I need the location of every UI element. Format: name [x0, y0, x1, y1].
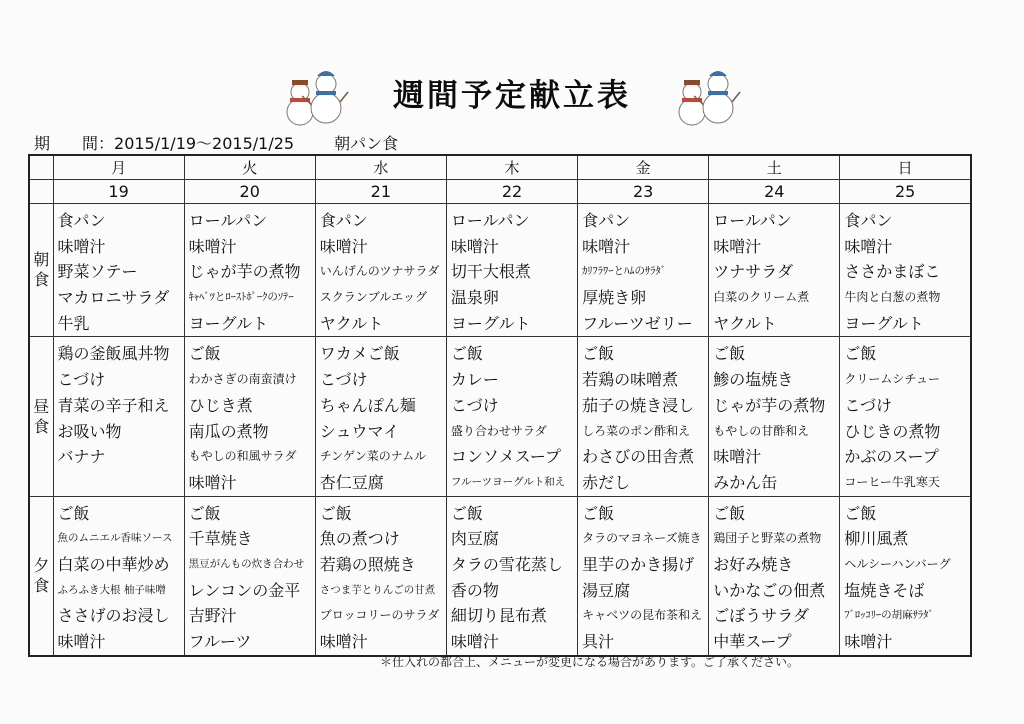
menu-item: ツナサラダ — [713, 262, 794, 282]
menu-item: 中華スープ — [713, 632, 792, 651]
menu-item: バナナ — [57, 447, 106, 467]
period-line — [34, 131, 398, 154]
menu-item: お好み焼き — [713, 554, 794, 574]
menu-cell — [578, 337, 709, 496]
meal-label-char: 食 — [33, 416, 50, 436]
menu-item: 白菜のクリーム煮 — [713, 290, 810, 305]
date-header-row — [29, 180, 971, 204]
menu-item: ちゃんぽん麺 — [319, 395, 416, 415]
meal-label — [29, 496, 53, 656]
menu-item: マカロニサラダ — [57, 288, 170, 308]
menu-table — [28, 154, 972, 657]
menu-cell — [709, 204, 840, 337]
meal-type: 朝パン食 — [334, 134, 399, 153]
meal-row — [29, 496, 971, 656]
menu-item: コーヒー牛乳寒天 — [844, 474, 940, 489]
menu-item: 吉野汁 — [188, 606, 237, 626]
menu-item: 食パン — [582, 211, 631, 230]
date-header: 23 — [578, 180, 709, 204]
menu-item: 茄子の焼き浸し — [582, 395, 695, 415]
menu-item: 味噌汁 — [713, 447, 762, 467]
menu-item: タラのマヨネーズ焼き — [582, 531, 702, 546]
menu-item: 具汁 — [582, 632, 615, 651]
menu-item: 香の物 — [450, 580, 499, 600]
menu-item: 塩焼きそば — [844, 580, 925, 600]
weekday-header: 金 — [578, 155, 709, 180]
menu-item: ご飯 — [450, 344, 483, 364]
weekday-header-row — [29, 155, 971, 180]
menu-item: 厚焼き卵 — [582, 288, 647, 308]
footer-note: ＊仕入れの都合上、メニューが変更になる場合があります。ご了承ください。 — [380, 655, 800, 669]
menu-item: ふろふき大根 柚子味噌 — [57, 583, 166, 596]
menu-cell — [709, 337, 840, 496]
period-label: 期 間： — [34, 134, 115, 153]
menu-item: ｶﾘﾌﾗﾜｰとﾊﾑのｻﾗﾀﾞ — [582, 265, 667, 278]
menu-item: お吸い物 — [57, 421, 122, 441]
menu-item: 千草焼き — [188, 529, 253, 549]
menu-cell — [840, 496, 971, 656]
menu-item: ご飯 — [57, 503, 90, 523]
menu-item: 野菜ソテー — [57, 262, 138, 282]
menu-item: 赤だし — [582, 472, 631, 492]
menu-item: こづけ — [57, 370, 106, 390]
menu-cell — [446, 337, 577, 496]
menu-item: かぶのスープ — [844, 447, 939, 467]
menu-item: キャベツの昆布茶和え — [582, 608, 703, 623]
menu-item: 盛り合わせサラダ — [450, 423, 547, 438]
menu-item: じゃが芋の煮物 — [713, 395, 826, 415]
menu-item: ご飯 — [582, 503, 615, 523]
menu-item: 味噌汁 — [188, 472, 237, 492]
menu-item: ヨーグルト — [844, 313, 924, 333]
menu-item: 鯵の塩焼き — [713, 370, 794, 390]
menu-item: フルーツヨーグルト和え — [450, 475, 566, 488]
menu-cell — [578, 204, 709, 337]
menu-item: 魚のムニエル香味ソース — [57, 532, 173, 545]
menu-item: 湯豆腐 — [582, 580, 631, 600]
menu-item: 牛肉と白葱の煮物 — [844, 290, 941, 305]
weekday-header: 水 — [315, 155, 446, 180]
menu-item: 牛乳 — [57, 313, 90, 333]
menu-item: ご飯 — [713, 503, 746, 523]
menu-item: ご飯 — [319, 503, 352, 523]
menu-cell — [578, 496, 709, 656]
menu-item: ご飯 — [188, 503, 221, 523]
menu-item: ひじきの煮物 — [844, 421, 941, 441]
menu-item: フルーツ — [188, 632, 252, 651]
menu-item: じゃが芋の煮物 — [188, 262, 301, 282]
menu-item: コンソメスープ — [450, 447, 562, 467]
menu-cell — [315, 496, 446, 656]
menu-item: クリームシチュー — [844, 372, 940, 387]
menu-item: 味噌汁 — [450, 236, 499, 256]
menu-item: 鶏の釜飯風丼物 — [57, 344, 170, 364]
menu-cell — [53, 337, 184, 496]
page-title: 週間予定献立表 — [393, 78, 631, 114]
period-range: 2015/1/19〜2015/1/25 — [114, 134, 295, 153]
menu-item: みかん缶 — [713, 472, 778, 492]
menu-item: スクランブルエッグ — [319, 290, 428, 305]
menu-item: 魚の煮つけ — [319, 529, 400, 549]
menu-item: 鶏団子と野菜の煮物 — [713, 531, 822, 546]
menu-item: ブロッコリーのサラダ — [319, 608, 440, 623]
menu-item: ヨーグルト — [188, 313, 269, 333]
menu-item: わさびの田舎煮 — [582, 447, 695, 467]
menu-item: 味噌汁 — [844, 632, 893, 651]
menu-item: ご飯 — [582, 344, 615, 364]
date-header: 25 — [840, 180, 971, 204]
menu-cell — [315, 204, 446, 337]
menu-item: ご飯 — [188, 344, 221, 364]
menu-item: いんげんのツナサラダ — [319, 264, 440, 279]
menu-item: ロールパン — [713, 211, 792, 230]
menu-item: ワカメご飯 — [319, 344, 400, 364]
menu-item: 温泉卵 — [450, 288, 499, 308]
menu-item: 味噌汁 — [188, 236, 237, 256]
meal-label — [29, 204, 53, 337]
menu-cell — [184, 496, 315, 656]
menu-item: ご飯 — [713, 344, 746, 364]
menu-item: 黒豆がんもの炊き合わせ — [188, 557, 305, 570]
menu-item: いかなごの佃煮 — [713, 580, 826, 600]
menu-item: こづけ — [450, 395, 499, 415]
menu-item: 青菜の辛子和え — [57, 395, 170, 415]
meal-label-char: 夕 — [33, 555, 50, 575]
menu-item: ささげのお浸し — [57, 606, 170, 626]
menu-cell — [315, 337, 446, 496]
meal-label-char: 朝 — [33, 250, 50, 270]
weekday-header: 木 — [446, 155, 577, 180]
menu-item: わかさぎの南蛮漬け — [188, 372, 297, 387]
menu-item: ｷｬﾍﾞﾂとﾛｰｽﾄﾎﾟｰｸのｿﾃｰ — [188, 291, 294, 304]
menu-item: 食パン — [844, 211, 893, 230]
menu-item: こづけ — [319, 370, 368, 390]
menu-item: ささかまぼこ — [844, 262, 941, 282]
menu-item: 味噌汁 — [319, 632, 368, 651]
menu-item: フルーツゼリー — [582, 313, 693, 333]
menu-item: シュウマイ — [319, 421, 400, 441]
menu-item: 杏仁豆腐 — [319, 472, 384, 492]
meal-label-char: 昼 — [33, 396, 50, 416]
menu-item: ロールパン — [450, 211, 530, 230]
corner-cell — [29, 180, 53, 204]
menu-item: 味噌汁 — [57, 236, 106, 256]
meal-row — [29, 337, 971, 496]
menu-cell — [709, 496, 840, 656]
meal-row — [29, 204, 971, 337]
menu-item: 若鶏の照焼き — [319, 554, 416, 574]
weekday-header: 火 — [184, 155, 315, 180]
menu-item: ご飯 — [844, 503, 877, 523]
menu-item: ヤクルト — [713, 313, 777, 333]
menu-item: 食パン — [319, 211, 368, 230]
menu-item: しろ菜のポン酢和え — [582, 423, 691, 438]
menu-item: ごぼうサラダ — [713, 606, 810, 626]
weekday-header: 日 — [840, 155, 971, 180]
meal-label-char: 食 — [33, 270, 50, 290]
menu-item: ヨーグルト — [450, 313, 531, 333]
menu-item: もやしの和風サラダ — [188, 449, 297, 464]
menu-cell — [53, 204, 184, 337]
menu-cell — [840, 337, 971, 496]
menu-item: 肉豆腐 — [450, 529, 499, 549]
menu-item: 味噌汁 — [582, 236, 631, 256]
menu-cell — [184, 204, 315, 337]
menu-item: さつま芋とりんごの甘煮 — [319, 583, 436, 596]
corner-cell — [29, 155, 53, 180]
menu-item: レンコンの金平 — [188, 580, 301, 600]
menu-item: 味噌汁 — [319, 236, 368, 256]
menu-item: ヘルシーハンバーグ — [844, 556, 951, 571]
date-header: 22 — [446, 180, 577, 204]
weekday-header: 土 — [709, 155, 840, 180]
menu-item: もやしの甘酢和え — [713, 423, 810, 438]
menu-item: 南瓜の煮物 — [188, 421, 269, 441]
menu-item: 食パン — [57, 211, 106, 230]
menu-cell — [184, 337, 315, 496]
menu-item: こづけ — [844, 395, 893, 415]
menu-item: 細切り昆布煮 — [450, 606, 547, 626]
menu-cell — [446, 496, 577, 656]
date-header: 21 — [315, 180, 446, 204]
menu-item: 味噌汁 — [57, 632, 106, 651]
meal-label — [29, 337, 53, 496]
menu-item: 味噌汁 — [844, 236, 893, 256]
menu-cell — [840, 204, 971, 337]
meal-label-char: 食 — [33, 575, 50, 595]
date-header: 20 — [184, 180, 315, 204]
menu-cell — [446, 204, 577, 337]
menu-item: 切干大根煮 — [450, 262, 531, 282]
menu-item: 味噌汁 — [713, 236, 762, 256]
menu-item: ヤクルト — [319, 313, 384, 333]
menu-item: ひじき煮 — [188, 395, 253, 415]
date-header: 24 — [709, 180, 840, 204]
date-header: 19 — [53, 180, 184, 204]
menu-item: 若鶏の味噌煮 — [582, 370, 679, 390]
menu-item: チンゲン菜のナムル — [319, 449, 427, 464]
menu-item: カレー — [450, 370, 499, 390]
menu-item: タラの雪花蒸し — [450, 554, 563, 574]
menu-item: ロールパン — [188, 211, 268, 230]
weekday-header: 月 — [53, 155, 184, 180]
menu-item: 味噌汁 — [450, 632, 499, 651]
menu-item: 白菜の中華炒め — [57, 554, 170, 574]
menu-item: 柳川風煮 — [844, 529, 909, 549]
menu-item: ご飯 — [844, 344, 877, 364]
menu-item: ﾌﾞﾛｯｺﾘｰの胡麻ｻﾗﾀﾞ — [844, 609, 934, 622]
menu-cell — [53, 496, 184, 656]
menu-item: ご飯 — [450, 503, 483, 523]
menu-item: 里芋のかき揚げ — [582, 554, 695, 574]
